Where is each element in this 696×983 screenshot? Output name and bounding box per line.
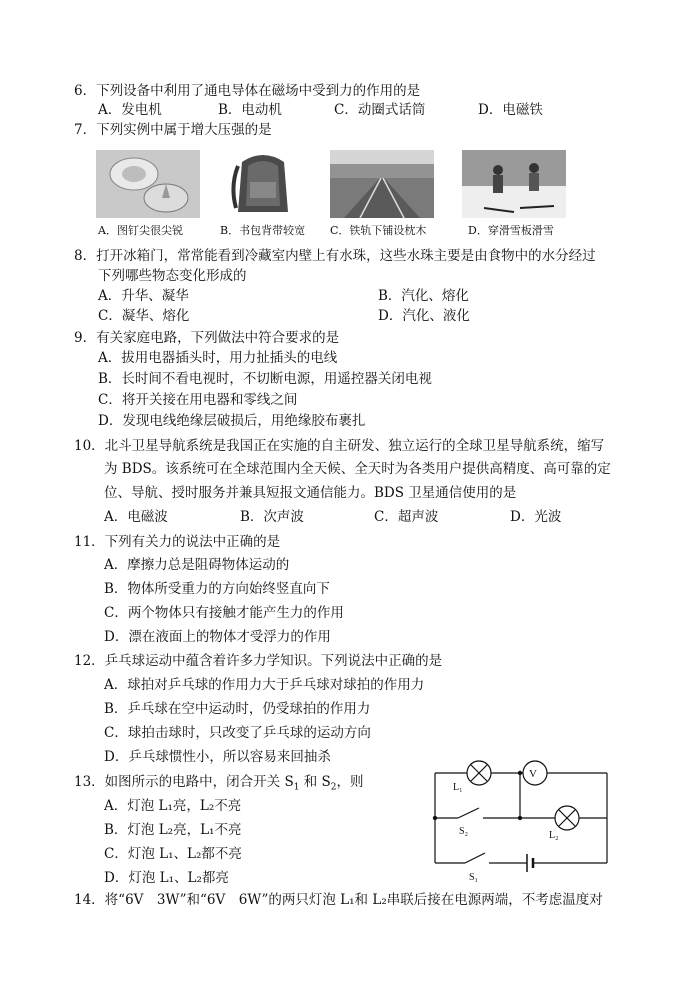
q10-option-a: A．电磁波 xyxy=(104,509,168,525)
l1-label: L₁ xyxy=(453,782,463,793)
q13-option-c: C．灯泡 L₁、L₂都不亮 xyxy=(104,846,242,862)
q13-stem: 13．如图所示的电路中，闭合开关 $S_1$ 和 $S_2$，则 xyxy=(74,774,364,793)
s1-label: S₁ xyxy=(469,872,479,883)
q10-option-c: C．超声波 xyxy=(374,509,439,525)
q9-option-c: C．将开关接在用电器和零线之间 xyxy=(98,392,298,408)
q12-option-d: D．乒乓球惯性小，所以容易来回抽杀 xyxy=(104,749,331,765)
q11-option-b: B．物体所受重力的方向始终竖直向下 xyxy=(104,581,330,597)
q12-option-b: B．乒乓球在空中运动时，仍受球拍的作用力 xyxy=(104,701,371,717)
q10-stem-line3: 位、导航、授时服务并兼具短报文通信能力。BDS 卫星通信使用的是 xyxy=(104,485,517,501)
q10-stem-line1: 10．北斗卫星导航系统是我国正在实施的自主研发、独立运行的全球卫星导航系统，缩写 xyxy=(74,438,605,454)
thumbtack-photo xyxy=(96,150,200,218)
q10-stem-line2: 为 BDS。该系统可在全球范围内全天候、全天时为各类用户提供高精度、高可靠的定 xyxy=(104,461,611,477)
circuit-diagram xyxy=(425,760,625,885)
q13-option-b: B．灯泡 L₂亮，L₁不亮 xyxy=(104,822,242,838)
q6-stem: 6．下列设备中利用了通电导体在磁场中受到力的作用的是 xyxy=(74,83,421,99)
q8-stem-line1: 8．打开冰箱门，常常能看到冷藏室内壁上有水珠，这些水珠主要是由食物中的水分经过 xyxy=(74,248,596,264)
q9-stem: 9．有关家庭电路，下列做法中符合要求的是 xyxy=(74,330,340,346)
q7-option-c: C．铁轨下铺设枕木 xyxy=(330,224,427,237)
q11-option-c: C．两个物体只有接触才能产生力的作用 xyxy=(104,605,344,621)
q13-option-d: D．灯泡 L₁、L₂都亮 xyxy=(104,870,229,886)
q13-option-a: A．灯泡 L₁亮，L₂不亮 xyxy=(104,798,242,814)
q10-option-d: D．光波 xyxy=(510,509,562,525)
q6-option-a: A．发电机 xyxy=(98,102,162,118)
q7-stem: 7．下列实例中属于增大压强的是 xyxy=(74,122,272,138)
q10-option-b: B．次声波 xyxy=(240,509,304,525)
q14-stem: 14．将“6V 3W”和“6V 6W”的两只灯泡 L₁和 L₂串联后接在电源两端，不考虑温度对 xyxy=(74,892,603,908)
q8-option-a: A．升华、凝华 xyxy=(98,288,189,304)
q7-option-b: B．书包背带较宽 xyxy=(220,224,306,237)
q8-option-b: B．汽化、熔化 xyxy=(378,288,469,304)
q11-option-d: D．漂在液面上的物体才受浮力的作用 xyxy=(104,629,331,645)
skiing-photo xyxy=(462,150,566,218)
q7-option-a: A．图钉尖很尖锐 xyxy=(98,224,183,237)
q9-option-a: A．拔用电器插头时，用力扯插头的电线 xyxy=(98,350,338,366)
railway-photo xyxy=(330,150,434,218)
q11-option-a: A．摩擦力总是阻碍物体运动的 xyxy=(104,557,290,573)
q6-option-b: B．电动机 xyxy=(218,102,282,118)
l2-label: L₂ xyxy=(549,830,559,841)
q12-option-c: C．球拍击球时，只改变了乒乓球的运动方向 xyxy=(104,725,371,741)
s2-label: S₂ xyxy=(459,826,469,837)
backpack-photo xyxy=(228,146,298,218)
q6-option-c: C．动圈式话筒 xyxy=(334,102,426,118)
voltmeter-label: V xyxy=(529,768,537,780)
q7-option-d: D．穿滑雪板滑雪 xyxy=(468,224,554,237)
q8-option-c: C．凝华、熔化 xyxy=(98,308,190,324)
q9-option-b: B．长时间不看电视时，不切断电源，用遥控器关闭电视 xyxy=(98,371,432,387)
q11-stem: 11．下列有关力的说法中正确的是 xyxy=(74,534,281,550)
q9-option-d: D．发现电线绝缘层破损后，用绝缘胶布裹扎 xyxy=(98,413,366,429)
lamp-l1-icon xyxy=(467,761,491,785)
lamp-l2-icon xyxy=(555,806,579,830)
q8-option-d: D．汽化、液化 xyxy=(378,308,470,324)
q8-stem-line2: 下列哪些物态变化形成的 xyxy=(98,268,247,284)
q12-stem: 12．乒乓球运动中蕴含着许多力学知识。下列说法中正确的是 xyxy=(74,653,443,669)
q12-option-a: A．球拍对乒乓球的作用力大于乒乓球对球拍的作用力 xyxy=(104,677,425,693)
q6-option-d: D．电磁铁 xyxy=(478,102,543,118)
